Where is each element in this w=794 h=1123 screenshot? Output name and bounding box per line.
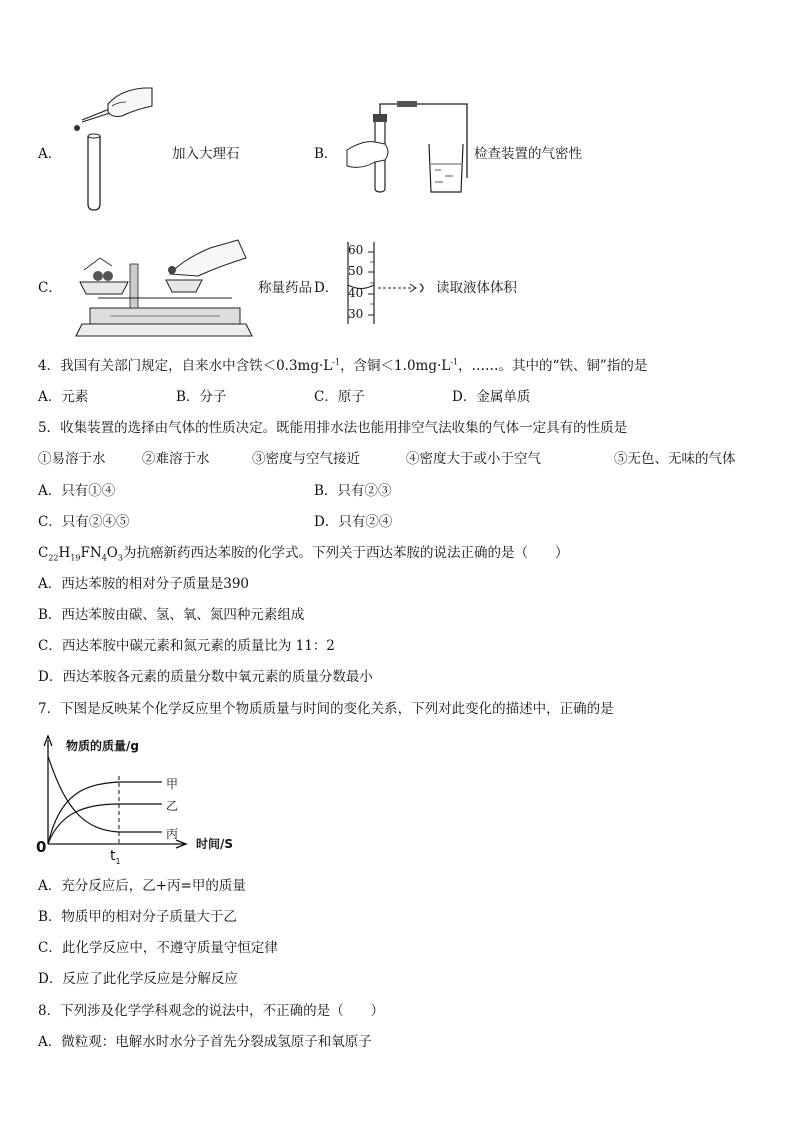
series-bing-line xyxy=(48,756,162,832)
q4-stem: 4．我国有关部门规定，自来水中含铁$<0.3mg\cdot L^{-1}$，含铜$<1.0mg\cdot L^{-1}$，……。其中的“铁、铜”指的是 xyxy=(38,357,648,374)
airtightness-apparatus xyxy=(345,100,475,195)
q6-stem: $C_{22}H_{19}FN_4O_3$为抗癌新药西达苯胺的化学式。下列关于西达苯胺的说法正确的是（ ） xyxy=(38,545,569,563)
q6-option-d: D．西达苯胺各元素的质量分数中氧元素的质量分数最小 xyxy=(38,669,373,685)
q7-stem: 7．下图是反映某个化学反应里个物质质量与时间的变化关系，下列对此变化的描述中，正确的是 xyxy=(38,701,614,717)
chart-x-label: 时间/S xyxy=(196,837,234,851)
q4-option-c: C．原子 xyxy=(314,389,365,405)
cylinder-tick-30: 30 xyxy=(348,307,364,321)
chart-t1-label: $t_1$ xyxy=(110,848,121,866)
q5-prop-3: ③密度与空气接近 xyxy=(252,451,360,467)
option-c-caption: 称量药品 xyxy=(258,280,312,296)
option-b-letter: B． xyxy=(314,146,338,162)
q5-prop-1: ①易溶于水 xyxy=(38,451,106,467)
option-c-letter: C． xyxy=(38,280,62,296)
q5-option-a: A．只有①④ xyxy=(38,483,116,499)
q7-option-a: A．充分反应后，乙+丙=甲的质量 xyxy=(38,878,246,894)
q5-prop-5: ⑤无色、无味的气体 xyxy=(614,451,736,467)
q4-option-a: A．元素 xyxy=(38,389,89,405)
series-label-bing: 丙 xyxy=(166,827,179,841)
q4-option-d: D．金属单质 xyxy=(452,389,531,405)
q4-option-b: B．分子 xyxy=(176,389,227,405)
q8-stem: 8．下列涉及化学学科观念的说法中，不正确的是（ ） xyxy=(38,1003,385,1019)
q6-option-a: A．西达苯胺的相对分子质量是390 xyxy=(38,576,250,592)
option-d-letter: D． xyxy=(314,280,339,296)
series-yi-line xyxy=(48,804,162,844)
test-tube-figure xyxy=(60,84,160,214)
q6-option-b: B．西达苯胺由碳、氢、氧、氮四种元素组成 xyxy=(38,607,305,623)
series-label-yi: 乙 xyxy=(166,799,179,813)
cylinder-tick-60: 60 xyxy=(348,243,364,257)
q7-option-d: D．反应了此化学反应是分解反应 xyxy=(38,971,238,987)
option-a-caption: 加入大理石 xyxy=(172,146,240,162)
q5-option-b: B．只有②③ xyxy=(314,483,392,499)
option-b-caption: 检查装置的气密性 xyxy=(474,146,582,162)
q7-option-b: B．物质甲的相对分子质量大于乙 xyxy=(38,909,237,925)
q5-stem: 5．收集装置的选择由气体的性质决定。既能用排水法也能用排空气法收集的气体一定具有的性质是 xyxy=(38,420,628,436)
q5-prop-4: ④密度大于或小于空气 xyxy=(406,451,541,467)
q8-option-a: A．微粒观：电解水时水分子首先分裂成氢原子和氧原子 xyxy=(38,1034,372,1050)
option-a-letter: A． xyxy=(38,146,62,162)
q5-prop-2: ②难溶于水 xyxy=(142,451,210,467)
chart-origin: 0 xyxy=(36,838,47,856)
q5-option-c: C．只有②④⑤ xyxy=(38,514,130,530)
q6-option-c: C．西达苯胺中碳元素和氮元素的质量比为 11：2 xyxy=(38,638,335,654)
cylinder-tick-50: 50 xyxy=(348,264,364,278)
series-label-jia: 甲 xyxy=(166,777,179,791)
cylinder-tick-40: 40 xyxy=(348,286,364,300)
series-jia-line xyxy=(48,782,162,844)
chart-y-label: 物质的质量/g xyxy=(66,739,139,753)
q5-option-d: D．只有②④ xyxy=(314,514,393,530)
balance-figure xyxy=(70,236,260,340)
q7-option-c: C．此化学反应中，不遵守质量守恒定律 xyxy=(38,940,278,956)
option-d-caption: 读取液体体积 xyxy=(436,280,517,296)
